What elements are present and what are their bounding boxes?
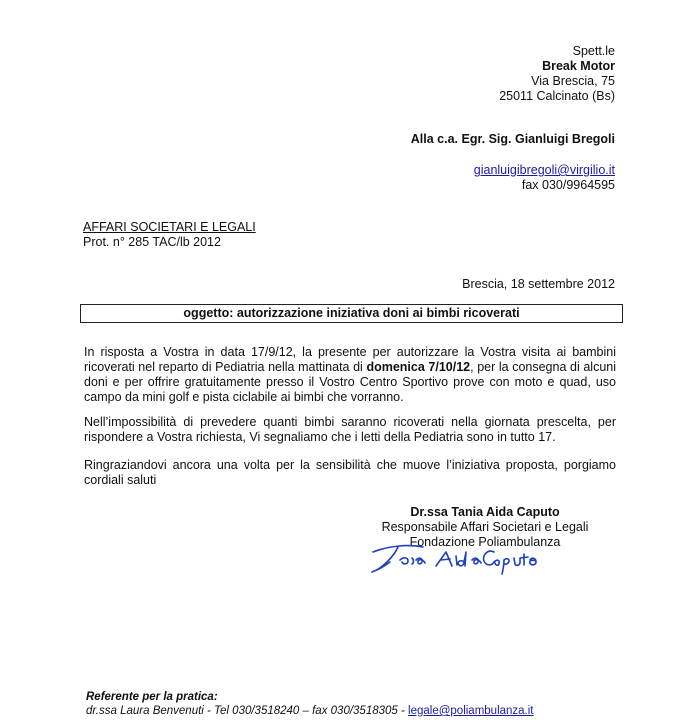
recipient-address <box>499 44 615 104</box>
recipient-company: Break Motor <box>542 59 615 73</box>
department-heading: AFFARI SOCIETARI E LEGALI <box>83 220 256 234</box>
p1-date-highlight: domenica 7/10/12 <box>366 360 471 374</box>
footer-details-line <box>86 704 534 718</box>
signatory-org: Fondazione Poliambulanza <box>409 535 561 549</box>
subject-box <box>80 304 623 323</box>
footer-label: Referente per la pratica: <box>86 691 218 703</box>
p1-text-before: In risposta a Vostra in data 17/9/12, la presente per autorizzare la Vostra visita ai bambini ricoverati nel reparto di Pediatria nella mattinata di <box>84 345 616 374</box>
body-paragraph-1 <box>84 345 616 405</box>
p1-text-after: , per la consegna di alcuni doni e per offrire gratuitamente presso il Vostro Centro Sportivo prove con moto e quad, uso campo da mini golf e pista ciclabile ai bimbi che vorranno. <box>84 360 617 404</box>
letter-date: Brescia, 18 settembre 2012 <box>462 277 615 291</box>
footer-contact <box>86 690 534 718</box>
subject-text: oggetto: autorizzazione iniziativa doni ai bimbi ricoverati <box>183 306 520 320</box>
footer-email-link[interactable]: legale@poliambulanza.it <box>408 705 534 717</box>
sender-reference <box>83 220 256 250</box>
protocol-number: Prot. n° 285 TAC/lb 2012 <box>83 235 221 249</box>
signatory-name: Dr.ssa Tania Aida Caputo <box>410 505 560 519</box>
recipient-street: Via Brescia, 75 <box>531 74 615 88</box>
body-paragraph-2: Nell’impossibilità di prevedere quanti bimbi saranno ricoverati nella giornata prescelta, per rispondere a Vostra richiesta, Vi segnaliamo che i letti della Pediatria sono in tutto 17. <box>84 415 616 444</box>
body-paragraph-3: Ringraziandovi ancora una volta per la sensibilità che muove l’iniziativa proposta, porgiamo cordiali saluti <box>84 458 616 487</box>
recipient-salutation: Spett.le <box>572 44 615 58</box>
footer-details: dr.ssa Laura Benvenuti - Tel 030/3518240 – fax 030/3518305 - <box>86 705 409 717</box>
contact-block <box>474 163 615 193</box>
contact-fax: fax 030/9964595 <box>521 178 615 192</box>
contact-email-link[interactable]: gianluigibregoli@virgilio.it <box>473 163 615 177</box>
attention-line: Alla c.a. Egr. Sig. Gianluigi Bregoli <box>410 132 615 146</box>
handwritten-signature <box>368 538 543 578</box>
recipient-city: 25011 Calcinato (Bs) <box>499 89 615 103</box>
signatory-role: Responsabile Affari Societari e Legali <box>381 520 589 534</box>
